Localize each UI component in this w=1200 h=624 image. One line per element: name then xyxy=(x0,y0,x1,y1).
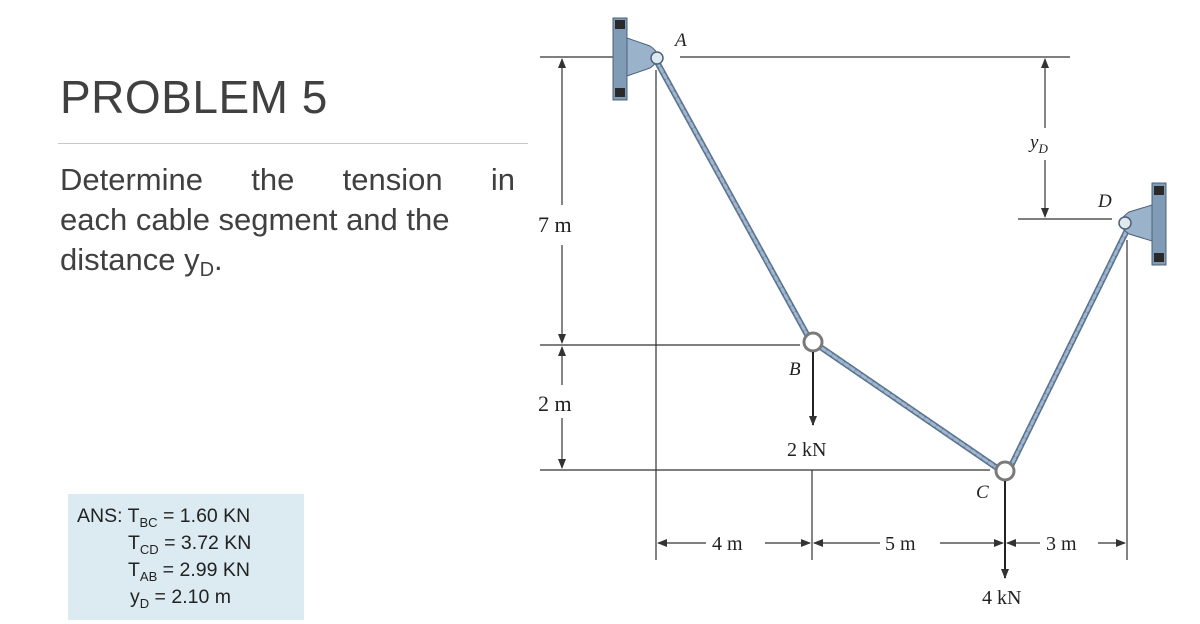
statement-subscript: D xyxy=(199,259,215,281)
statement-word: tension xyxy=(342,162,443,197)
label-b: B xyxy=(789,359,801,380)
diagram-labels xyxy=(538,30,1112,609)
dim-label-3m: 3 m xyxy=(1046,533,1077,555)
answer-value: = 3.72 KN xyxy=(158,532,252,554)
answer-symbol: y xyxy=(130,586,140,608)
answer-subscript: D xyxy=(139,596,150,611)
answer-symbol: T xyxy=(128,532,140,554)
answer-subscript: CD xyxy=(139,542,159,557)
statement-word: the xyxy=(251,162,295,197)
answer-value: = 1.60 KN xyxy=(157,505,251,527)
answer-symbol: T xyxy=(127,505,140,527)
dim-label-5m: 5 m xyxy=(885,533,916,555)
statement-word: Determine xyxy=(60,162,203,197)
dim-label-yd xyxy=(1028,132,1048,156)
label-a: A xyxy=(675,30,687,51)
statement-text: distance y xyxy=(60,242,200,277)
load-label-c: 4 kN xyxy=(982,587,1022,609)
yd-subscript: D xyxy=(1038,141,1048,156)
problem-title: PROBLEM 5 xyxy=(60,71,328,123)
answer-value: = 2.10 m xyxy=(149,586,231,608)
cable-bc-strands xyxy=(816,344,1000,470)
yd-symbol: y xyxy=(1030,132,1039,153)
cable-ab-strands xyxy=(657,62,810,340)
answer-prefix: ANS: xyxy=(77,505,123,527)
answer-subscript: AB xyxy=(139,569,158,584)
label-c: C xyxy=(976,482,989,503)
answer-subscript: BC xyxy=(139,515,158,530)
answer-value: = 2.99 KN xyxy=(157,559,250,581)
statement-period: . xyxy=(214,242,223,277)
vertical-dimensions xyxy=(562,59,1045,468)
label-d: D xyxy=(1098,191,1112,212)
ring-b xyxy=(804,333,822,351)
cable-segments xyxy=(657,62,1128,470)
cable-cd-strands xyxy=(1010,228,1128,468)
dim-label-2m: 2 m xyxy=(538,391,572,416)
dim-label-4m: 4 m xyxy=(712,533,743,555)
load-label-b: 2 kN xyxy=(787,439,827,461)
ring-c xyxy=(996,462,1014,480)
statement-line-2: each cable segment and the xyxy=(60,202,450,237)
dim-label-7m: 7 m xyxy=(538,212,572,237)
answer-symbol: T xyxy=(128,559,140,581)
statement-word: in xyxy=(490,162,515,197)
support-d xyxy=(1119,183,1166,265)
reference-lines xyxy=(540,57,1127,560)
